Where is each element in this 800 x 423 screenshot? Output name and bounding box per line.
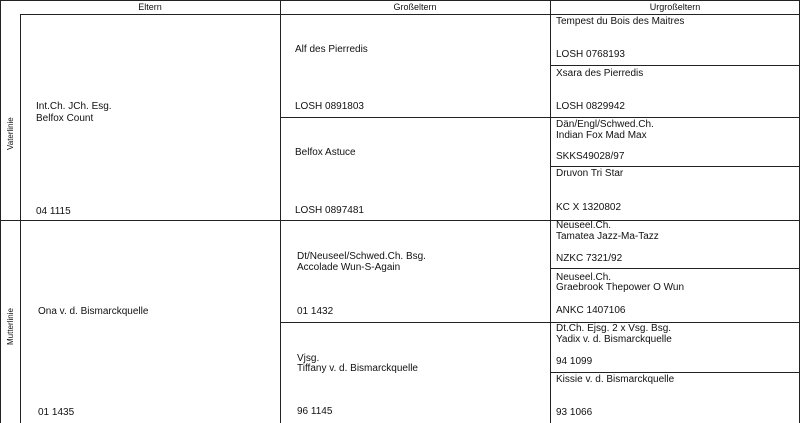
mutter-gv-ggm-title: Neuseel.Ch.: [556, 272, 612, 283]
mutter-gv-ggm-name: Graebrook Thepower O Wun: [556, 282, 685, 293]
grid-line: [280, 0, 281, 423]
vater-gm-ggm-reg: KC X 1320802: [556, 202, 622, 213]
mutter-gm-name-line1: Vjsg.: [297, 353, 320, 364]
grid-line: [550, 65, 800, 66]
mutter-gv-name-line2: Accolade Wun-S-Again: [297, 262, 401, 273]
vater-gm-ggv-reg: SKKS49028/97: [556, 151, 625, 162]
mutter-gv-ggv-title: Neuseel.Ch.: [556, 220, 612, 231]
vater-gv-ggv-reg: LOSH 0768193: [556, 49, 625, 60]
grid-line: [550, 372, 800, 373]
vater-gv-ggm-name: Xsara des Pierredis: [556, 68, 644, 79]
vater-gv-name: Alf des Pierredis: [295, 44, 368, 55]
header-eltern: Eltern: [20, 0, 280, 15]
vater-gv-ggv-name: Tempest du Bois des Maitres: [556, 16, 685, 27]
header-urgrosseltern: Urgroßeltern: [550, 0, 800, 15]
side-label-mutterlinie: Mutterlinie: [6, 308, 15, 345]
vater-gm-name: Belfox Astuce: [295, 147, 356, 158]
mutter-gm-ggm-reg: 93 1066: [556, 407, 593, 418]
grid-line: [280, 322, 800, 323]
grid-line: [0, 0, 800, 1]
header-grosseltern: Großeltern: [280, 0, 550, 15]
vater-gm-reg: LOSH 0897481: [295, 205, 364, 216]
grid-line: [0, 220, 800, 221]
vater-reg: 04 1115: [36, 206, 71, 217]
mutter-name: Ona v. d. Bismarckquelle: [38, 306, 149, 317]
vater-gm-ggv-name: Indian Fox Mad Max: [556, 130, 647, 141]
vater-gm-ggv-title: Dän/Engl/Schwed.Ch.: [556, 119, 654, 130]
mutter-gv-ggv-reg: NZKC 7321/92: [556, 253, 623, 264]
vater-name-line2: Belfox Count: [36, 113, 94, 124]
vater-gv-reg: LOSH 0891803: [295, 101, 364, 112]
grid-line: [280, 117, 800, 118]
grid-line: [550, 0, 551, 423]
side-label-vaterlinie: Vaterlinie: [6, 117, 15, 150]
mutter-gm-ggm-name: Kissie v. d. Bismarckquelle: [556, 374, 675, 385]
vater-gv-ggm-reg: LOSH 0829942: [556, 101, 625, 112]
mutter-gv-ggv-name: Tamatea Jazz-Ma-Tazz: [556, 231, 659, 242]
grid-line: [20, 15, 21, 423]
grid-line: [550, 166, 800, 167]
grid-line: [550, 268, 800, 269]
grid-line: [0, 0, 1, 423]
mutter-gm-reg: 96 1145: [297, 406, 333, 417]
mutter-gv-name-line1: Dt/Neuseel/Schwed.Ch. Bsg.: [297, 251, 426, 262]
vater-gm-ggm-name: Druvon Tri Star: [556, 168, 624, 179]
mutter-gv-reg: 01 1432: [297, 306, 334, 317]
mutter-gm-ggv-name: Yadix v. d. Bismarckquelle: [556, 334, 672, 345]
mutter-gm-ggv-title: Dt.Ch. Ejsg. 2 x Vsg. Bsg.: [556, 323, 672, 334]
mutter-gm-name-line2: Tiffany v. d. Bismarckquelle: [297, 363, 418, 374]
mutter-reg: 01 1435: [38, 407, 75, 418]
mutter-gm-ggv-reg: 94 1099: [556, 356, 593, 367]
mutter-gv-ggm-reg: ANKC 1407106: [556, 305, 626, 316]
vater-name-line1: Int.Ch. JCh. Esg.: [36, 101, 112, 112]
